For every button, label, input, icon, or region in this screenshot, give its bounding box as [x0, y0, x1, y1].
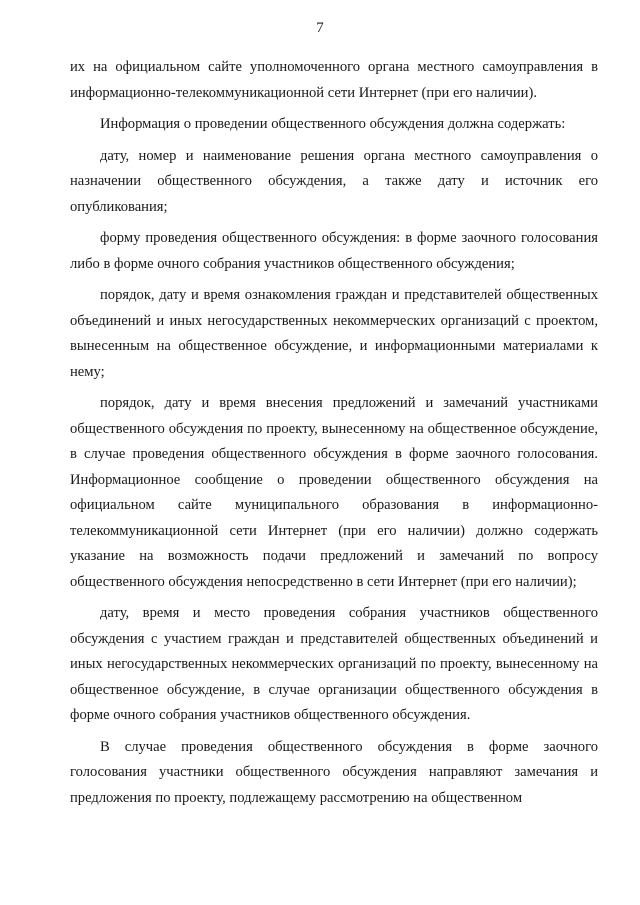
page-number: 7	[316, 20, 324, 36]
paragraph-item-form: форму проведения общественного обсуждения: в форме заочного голосования либо в форме очного собрания участников общественного обсуждения;	[70, 230, 598, 272]
paragraph-item-meeting: дату, время и место проведения собрания участников общественного обсуждения с участием граждан и представителей общественных объединений и иных негосударственных некоммерческих организаций по проекту, вынесенному на общественное обсуждение, в случае организации общественного обсуждения в форме очного собрания участников общественного обсуждения.	[70, 605, 598, 723]
paragraph-item-decision-date: дату, номер и наименование решения органа местного самоуправления о назначении общественного обсуждения, а также дату и источник его опубликования;	[70, 147, 598, 215]
paragraph-absentee-voting: В случае проведения общественного обсуждения в форме заочного голосования участники общественного обсуждения направляют замечания и предложения по проекту, подлежащему рассмотрению на общественном	[70, 738, 598, 806]
paragraph-information-intro: Информация о проведении общественного обсуждения должна содержать:	[100, 116, 566, 132]
paragraph-item-familiarization: порядок, дату и время ознакомления граждан и представителей общественных объединений и иных негосударственных некоммерческих организаций с проектом, вынесенным на общественное обсуждение, и информационными материалами к нему;	[70, 287, 598, 380]
document-body	[70, 55, 598, 811]
paragraph-continuation: их на официальном сайте уполномоченного органа местного самоуправления в информационно-телекоммуникационной сети Интернет (при его наличии).	[70, 59, 598, 101]
paragraph-item-proposals: порядок, дату и время внесения предложений и замечаний участниками общественного обсуждения по проекту, вынесенному на общественное обсуждение, в случае проведения общественного обсуждения в форме заочного голосования. Информационное сообщение о проведении общественного обсуждения на официальном сайте муниципального образования в информационно-телекоммуникационной сети Интернет (при его наличии) должно содержать указание на возможность подачи предложений и замечаний по вопросу общественного обсуждения непосредственно в сети Интернет (при его наличии);	[70, 395, 598, 590]
